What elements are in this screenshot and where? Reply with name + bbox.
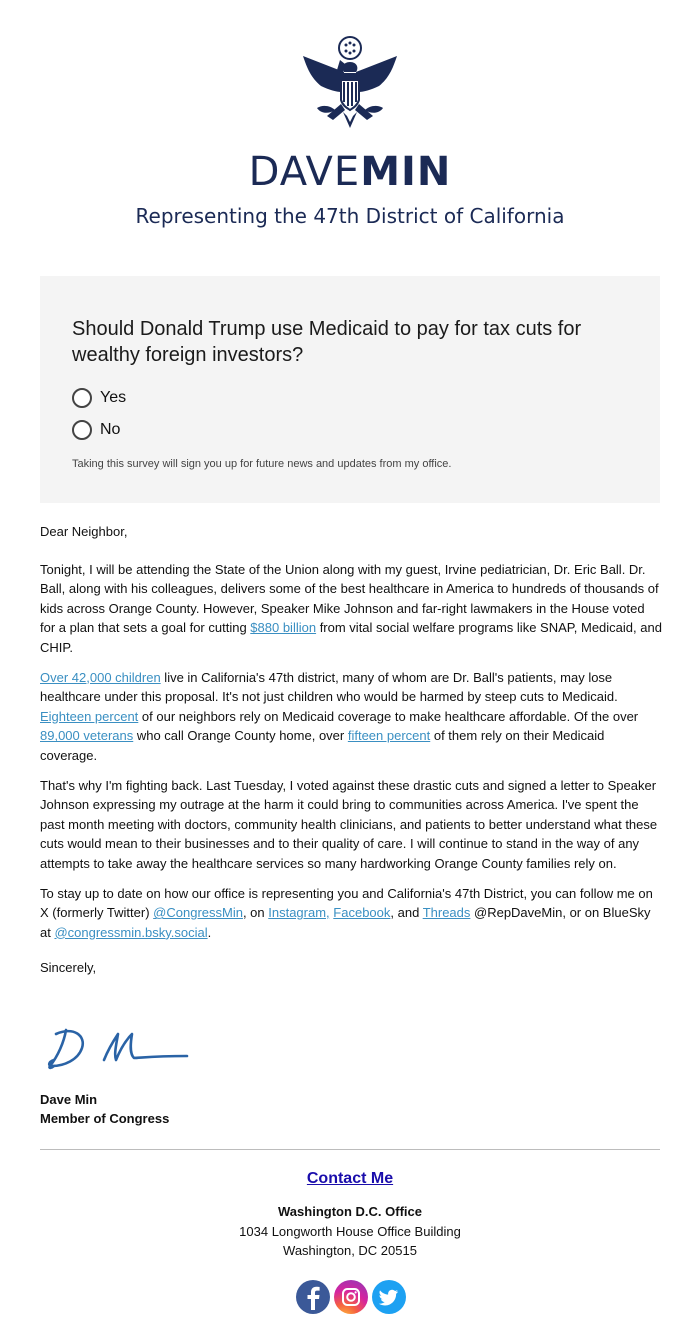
paragraph-3: That's why I'm fighting back. Last Tuesday, I voted against these drastic cuts and signed a letter to Speaker Johnson expressing my outrage at the harm it could bring to communities across America. I've spent the past month meeting with doctors, community health clinicians, and patients to better understand what these cuts would mean to their businesses and to their quality of care. I will continue to stand in the way of any attempts to take away the healthcare services so many hardworking Orange County families rely on. (40, 777, 658, 871)
survey-card (40, 276, 660, 503)
footer-divider (40, 1149, 660, 1150)
text: Tonight, I will be attending the State of the Union along with my guest, Irvine pediatrician, Dr. Eric Ball. Dr. Ball, along with his colleagues, delivers some of the best healthcare in America to hundreds of thousands of kids across Orange County. However, Speaker Mike Johnson and far-right lawmakers in the House voted for a plan that sets a goal for cutting (40, 561, 659, 636)
radio-button[interactable] (72, 388, 92, 408)
survey-disclaimer: Taking this survey will sign you up for future news and updates from my office. (72, 458, 452, 470)
link-bluesky[interactable]: @congressmin.bsky.social (54, 924, 208, 940)
survey-option-no[interactable] (72, 418, 120, 442)
text: from vital social welfare programs like SNAP, Medicaid, and CHIP. (40, 620, 662, 655)
link-twitter[interactable]: @CongressMin (153, 905, 243, 921)
link-eighteen-percent[interactable]: Eighteen percent (40, 708, 139, 724)
social-links (296, 1280, 406, 1314)
eagle-seal-icon (297, 34, 403, 132)
district-tagline: Representing the 47th District of California (135, 204, 565, 228)
text: To stay up to date on how our office is representing you and California's 47th District, you can follow me on X (formerly Twitter) (40, 885, 653, 921)
link-instagram[interactable]: Instagram, (268, 905, 330, 921)
twitter-icon[interactable] (372, 1280, 406, 1314)
link-880-billion[interactable]: $880 billion (250, 620, 317, 636)
text: , and (390, 905, 423, 921)
signer-title: Member of Congress (40, 1111, 170, 1126)
signature-block (40, 1090, 169, 1128)
text: who call Orange County home, over (133, 728, 348, 744)
address-line-1: 1034 Longworth House Office Building (239, 1223, 461, 1239)
greeting: Dear Neighbor, (40, 524, 128, 539)
link-threads[interactable]: Threads (422, 905, 471, 921)
radio-button[interactable] (72, 420, 92, 440)
office-address (0, 1202, 700, 1261)
paragraph-4 (40, 884, 662, 943)
link-fifteen-percent[interactable]: fifteen percent (347, 728, 431, 744)
sender-name-logo (0, 148, 700, 196)
option-label: No (100, 421, 121, 438)
closing: Sincerely, (40, 960, 97, 976)
survey-option-yes[interactable] (72, 386, 126, 410)
name-last: MIN (360, 149, 452, 195)
text: , on (242, 905, 269, 921)
facebook-icon[interactable] (296, 1280, 330, 1314)
option-label: Yes (100, 389, 127, 406)
address-line-2: Washington, DC 20515 (283, 1243, 417, 1258)
signer-name: Dave Min (40, 1092, 98, 1107)
text: @RepDaveMin, or on BlueSky at (40, 905, 651, 940)
link-facebook[interactable]: Facebook (333, 905, 391, 921)
instagram-icon[interactable] (334, 1280, 368, 1314)
text: of our neighbors rely on Medicaid coverage to make healthcare affordable. Of the over (138, 708, 639, 724)
text: of them rely on their Medicaid coverage. (40, 728, 605, 763)
survey-question: Should Donald Trump use Medicaid to pay for tax cuts for wealthy foreign investors? (72, 318, 582, 366)
letter-body (40, 522, 662, 988)
contact-heading (0, 1170, 700, 1188)
contact-me-link[interactable]: Contact Me (306, 1170, 394, 1187)
text: live in California's 47th district, many of whom are Dr. Ball's patients, may lose healthcare under this proposal. It's not just children who would be harmed by steep cuts to Medicaid. (40, 669, 618, 705)
paragraph-1 (40, 560, 662, 658)
handwritten-signature (42, 1020, 192, 1076)
text: . (207, 924, 212, 940)
name-first: DAVE (248, 149, 361, 195)
link-children[interactable]: Over 42,000 children (40, 669, 161, 685)
paragraph-2 (40, 668, 662, 766)
link-veterans[interactable]: 89,000 veterans (40, 728, 134, 744)
office-name: Washington D.C. Office (278, 1204, 422, 1219)
